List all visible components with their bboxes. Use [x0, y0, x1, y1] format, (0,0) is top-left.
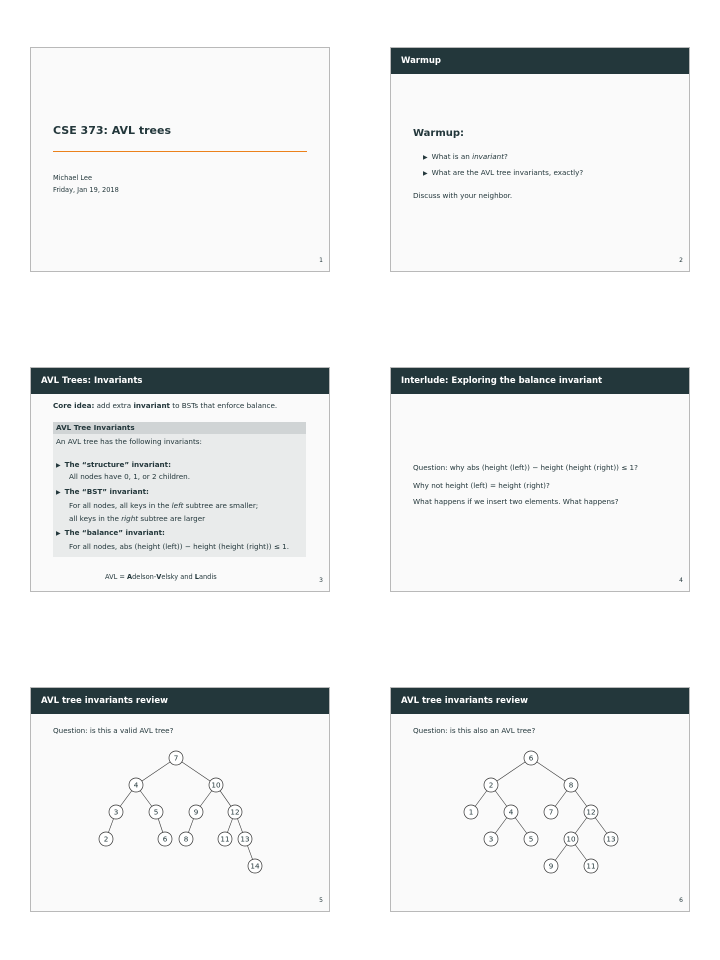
avl-eq: AVL = [105, 573, 127, 581]
tree-node-label: 9 [193, 807, 199, 817]
frame-title: AVL tree invariants review [391, 688, 689, 714]
tree-edge-8-12 [575, 791, 587, 807]
invariant-1-title [56, 460, 171, 469]
tree-edge-10-12 [220, 791, 231, 807]
tree-node-11 [584, 859, 598, 873]
tree-node-6 [158, 832, 172, 846]
invariant-1-text: All nodes have 0, 1, or 2 children. [69, 472, 190, 481]
invariant-1-title-text: The “structure” invariant: [64, 460, 171, 469]
tree-node-7 [169, 751, 183, 765]
block-intro: An AVL tree has the following invariants: [56, 437, 202, 446]
page-number: 2 [679, 257, 683, 264]
tree-node-2 [99, 832, 113, 846]
bullet-triangle-icon: ▶ [56, 530, 61, 537]
bullet-1-em: invariant [472, 152, 505, 161]
tree-question: Question: is this a valid AVL tree? [53, 726, 174, 735]
avl-a-rest: delson- [132, 573, 157, 581]
tree-node-14 [248, 859, 262, 873]
tree-node-label: 3 [488, 834, 494, 844]
avl-l: L [194, 573, 199, 581]
date: Friday, Jan 19, 2018 [53, 186, 119, 194]
tree-node-4 [129, 778, 143, 792]
tree-edge-3-2 [108, 819, 113, 833]
tree-node-label: 12 [230, 807, 240, 817]
invariant-2-title [56, 487, 149, 496]
tree-node-12 [584, 805, 598, 819]
slide-3 [30, 367, 330, 592]
author: Michael Lee [53, 174, 93, 182]
tree-edge-6-2 [497, 762, 525, 781]
tree-edge-7-10 [182, 762, 210, 781]
slide-6 [390, 687, 690, 912]
tree-node-label: 8 [183, 834, 189, 844]
tree-node-label: 9 [548, 861, 554, 871]
tree-node-10 [209, 778, 223, 792]
tree-edge-12-11 [227, 819, 232, 833]
core-idea-post: to BSTs that enforce balance. [170, 401, 278, 410]
page-number: 3 [319, 577, 323, 584]
tree-node-label: 5 [153, 807, 159, 817]
block-title: AVL Tree Invariants [53, 422, 306, 434]
tree-edge-4-3 [120, 791, 132, 807]
slide-4 [390, 367, 690, 592]
tree-node-label: 10 [566, 834, 576, 844]
invariant-2-title-text: The “BST” invariant: [64, 487, 149, 496]
question-2: Why not height (left) = height (right)? [413, 481, 550, 490]
tree-edge-7-4 [142, 762, 170, 781]
question-1: Question: why abs (height (left)) − height (height (right)) ≤ 1? [413, 463, 638, 472]
tree-node-3 [109, 805, 123, 819]
tree-edge-13-14 [247, 846, 252, 860]
bullet-triangle-icon: ▶ [56, 489, 61, 496]
bullet-triangle-icon: ▶ [423, 154, 428, 161]
tree-node-3 [484, 832, 498, 846]
tree-node-label: 7 [548, 807, 554, 817]
tree-node-13 [238, 832, 252, 846]
tree-node-13 [604, 832, 618, 846]
tree-node-1 [464, 805, 478, 819]
page-number: 1 [319, 257, 323, 264]
inv2-line2-em: right [121, 514, 139, 523]
avl-l-rest: andis [198, 573, 217, 581]
tree-node-label: 6 [162, 834, 168, 844]
tree-edge-4-5 [515, 818, 527, 834]
tree-edge-9-8 [188, 819, 193, 833]
bullet-1-prefix: What is an [431, 152, 473, 161]
tree-node-label: 4 [133, 780, 139, 790]
inv2-line1-pre: For all nodes, all keys in the [69, 501, 172, 510]
tree-node-label: 14 [250, 861, 260, 871]
tree-node-label: 5 [528, 834, 534, 844]
tree-edge-2-4 [495, 791, 507, 807]
tree-edge-12-10 [575, 818, 587, 834]
tree-edge-5-6 [158, 819, 163, 833]
tree-node-7 [544, 805, 558, 819]
core-idea-bold: invariant [133, 401, 170, 410]
slide-1 [30, 47, 330, 272]
tree-node-label: 7 [173, 753, 179, 763]
core-idea [53, 401, 277, 410]
avl-tree-diagram [391, 688, 690, 912]
slide-5 [30, 687, 330, 912]
slide-2 [390, 47, 690, 272]
tree-node-label: 11 [220, 834, 230, 844]
tree-node-5 [524, 832, 538, 846]
title-rule [53, 151, 307, 152]
tree-edge-2-1 [475, 791, 487, 807]
tree-node-8 [564, 778, 578, 792]
tree-node-9 [189, 805, 203, 819]
tree-node-label: 1 [468, 807, 474, 817]
question-3: What happens if we insert two elements. What happens? [413, 497, 619, 506]
tree-node-11 [218, 832, 232, 846]
inv2-line1-em: left [171, 501, 184, 510]
tree-node-12 [228, 805, 242, 819]
tree-node-10 [564, 832, 578, 846]
inv2-line2-post: subtree are larger [138, 514, 206, 523]
frame-title: Warmup [391, 48, 689, 74]
bullet-2 [423, 168, 583, 177]
tree-edge-6-8 [537, 762, 565, 781]
invariants-block [53, 422, 306, 557]
avl-tree-diagram [31, 688, 330, 912]
tree-node-label: 8 [568, 780, 574, 790]
avl-v-rest: elsky and [161, 573, 195, 581]
bullet-1 [423, 152, 508, 161]
bullet-2-text: What are the AVL tree invariants, exactly? [431, 168, 584, 177]
core-idea-label: Core idea: [53, 401, 95, 410]
bullet-triangle-icon: ▶ [423, 170, 428, 177]
invariant-2-line-2 [69, 514, 205, 523]
tree-edge-10-9 [555, 845, 567, 861]
invariant-3-title [56, 528, 165, 537]
tree-edge-4-3 [495, 818, 507, 834]
tree-node-label: 3 [113, 807, 119, 817]
tree-node-4 [504, 805, 518, 819]
tree-node-label: 13 [240, 834, 250, 844]
tree-edge-10-9 [200, 791, 212, 807]
tree-node-5 [149, 805, 163, 819]
tree-node-label: 11 [586, 861, 596, 871]
tree-edge-8-7 [555, 791, 567, 807]
frame-title: Interlude: Exploring the balance invariant [391, 368, 689, 394]
frame-title: AVL Trees: Invariants [31, 368, 329, 394]
tree-node-label: 4 [508, 807, 514, 817]
bullet-1-suffix: ? [504, 152, 508, 161]
tree-edge-12-13 [237, 819, 242, 833]
core-idea-pre: add extra [94, 401, 134, 410]
tree-edge-12-13 [595, 818, 607, 834]
discuss-text: Discuss with your neighbor. [413, 191, 513, 200]
page-number: 5 [319, 897, 323, 904]
page-number: 4 [679, 577, 683, 584]
tree-node-label: 12 [586, 807, 596, 817]
tree-node-2 [484, 778, 498, 792]
invariant-2-line-1 [69, 501, 258, 510]
invariant-3-title-text: The “balance” invariant: [64, 528, 165, 537]
tree-node-label: 13 [606, 834, 616, 844]
invariant-3-text: For all nodes, abs (height (left)) − height (height (right)) ≤ 1. [69, 542, 290, 551]
page-number: 6 [679, 897, 683, 904]
tree-node-label: 10 [211, 780, 221, 790]
tree-node-label: 2 [488, 780, 494, 790]
tree-node-label: 2 [103, 834, 109, 844]
frame-title: AVL tree invariants review [31, 688, 329, 714]
avl-acronym [105, 573, 217, 581]
bullet-triangle-icon: ▶ [56, 462, 61, 469]
tree-node-6 [524, 751, 538, 765]
tree-node-label: 6 [528, 753, 534, 763]
inv2-line1-post: subtree are smaller; [183, 501, 259, 510]
tree-node-8 [179, 832, 193, 846]
tree-edge-10-11 [575, 845, 587, 861]
inv2-line2-pre: all keys in the [69, 514, 122, 523]
tree-edge-4-5 [140, 791, 152, 807]
tree-node-9 [544, 859, 558, 873]
avl-v: V [156, 573, 162, 581]
avl-a: A [127, 573, 133, 581]
tree-question: Question: is this also an AVL tree? [413, 726, 536, 735]
warmup-heading: Warmup: [413, 128, 465, 139]
presentation-title: CSE 373: AVL trees [53, 124, 172, 137]
